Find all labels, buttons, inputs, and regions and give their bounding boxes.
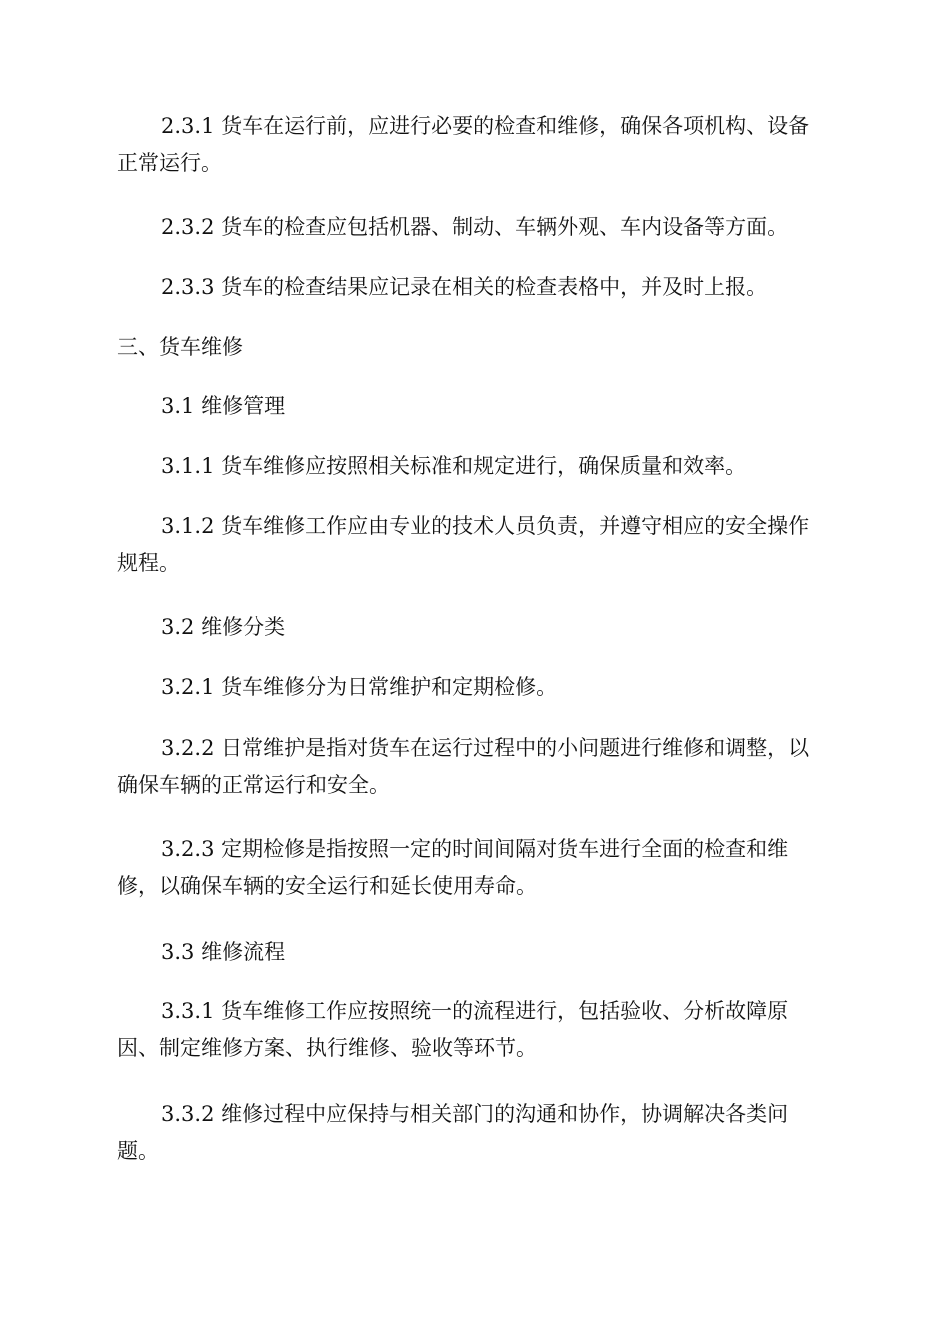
paragraph-3-1-2: 3.1.2 货车维修工作应由专业的技术人员负责，并遵守相应的安全操作规程。	[117, 514, 810, 575]
paragraph-3-2-2: 3.2.2 日常维护是指对货车在运行过程中的小问题进行维修和调整，以确保车辆的正常运行和安全。	[117, 736, 810, 797]
section-heading-3: 三、货车维修	[117, 335, 243, 359]
paragraph-2-3-3: 2.3.3 货车的检查结果应记录在相关的检查表格中，并及时上报。	[161, 275, 768, 299]
subheading-3-2: 3.2 维修分类	[161, 615, 286, 639]
paragraph-3-1-1: 3.1.1 货车维修应按照相关标准和规定进行，确保质量和效率。	[161, 454, 747, 478]
subheading-3-1: 3.1 维修管理	[161, 394, 286, 418]
paragraph-3-2-1: 3.2.1 货车维修分为日常维护和定期检修。	[161, 675, 558, 699]
paragraph-3-2-3: 3.2.3 定期检修是指按照一定的时间间隔对货车进行全面的检查和维修，以确保车辆的安全运行和延长使用寿命。	[117, 837, 789, 898]
subheading-3-3: 3.3 维修流程	[161, 940, 286, 964]
paragraph-3-3-1: 3.3.1 货车维修工作应按照统一的流程进行，包括验收、分析故障原因、制定维修方案、执行维修、验收等环节。	[117, 999, 789, 1060]
paragraph-2-3-1: 2.3.1 货车在运行前，应进行必要的检查和维修，确保各项机构、设备正常运行。	[117, 114, 810, 175]
paragraph-2-3-2: 2.3.2 货车的检查应包括机器、制动、车辆外观、车内设备等方面。	[161, 215, 789, 239]
paragraph-3-3-2: 3.3.2 维修过程中应保持与相关部门的沟通和协作，协调解决各类问题。	[117, 1102, 789, 1163]
